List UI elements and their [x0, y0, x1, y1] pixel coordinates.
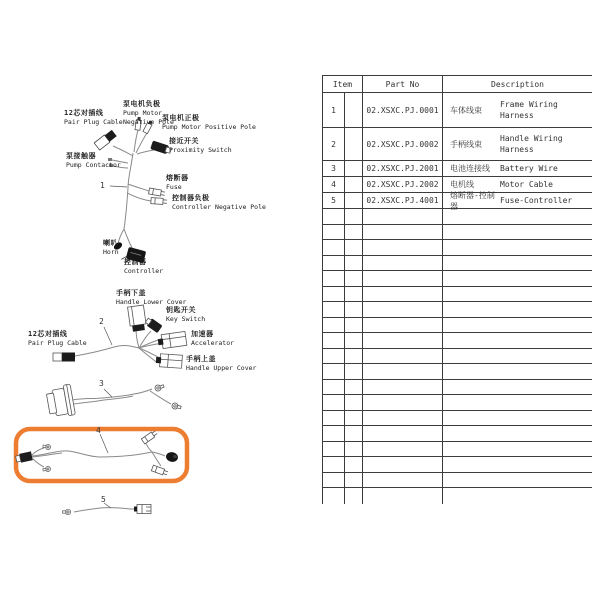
cell-description	[443, 302, 592, 317]
cell-part-no: 02.XSXC.PJ.0001	[363, 93, 443, 127]
cell-description	[443, 364, 592, 379]
cell-part-no	[363, 457, 443, 472]
cell-item-gap	[345, 271, 363, 286]
cell-item-gap	[345, 442, 363, 457]
cell-description	[443, 380, 592, 395]
cell-description	[443, 442, 592, 457]
cell-item	[323, 240, 345, 255]
label-accelerator: 加速器 Accelerator	[191, 330, 235, 347]
cell-item: 5	[323, 193, 345, 208]
cell-item-gap	[345, 364, 363, 379]
description-cn: 熔断器-控制器	[450, 190, 495, 211]
table-row-empty	[323, 488, 592, 504]
table-row-empty	[323, 411, 592, 427]
cell-item	[323, 473, 345, 488]
cell-part-no	[363, 473, 443, 488]
table-row-empty	[323, 256, 592, 272]
cell-item: 4	[323, 177, 345, 192]
cell-item: 1	[323, 93, 345, 127]
cell-item-gap	[345, 287, 363, 302]
cell-item: 3	[323, 161, 345, 176]
cell-item	[323, 302, 345, 317]
label-fuse: 熔断器 Fuse	[166, 174, 189, 191]
cell-item	[323, 333, 345, 348]
cell-description	[443, 426, 592, 441]
table-row-empty	[323, 318, 592, 334]
cell-item-gap	[345, 193, 363, 208]
cell-description	[443, 93, 592, 127]
cell-item-gap	[345, 411, 363, 426]
cell-item	[323, 287, 345, 302]
cell-part-no	[363, 395, 443, 410]
description-cn: 电池连接线	[450, 164, 490, 173]
cell-item	[323, 488, 345, 504]
table-row-empty	[323, 473, 592, 489]
cell-part-no	[363, 256, 443, 271]
table-row-empty	[323, 240, 592, 256]
cell-description	[443, 488, 592, 504]
description-cn: 手柄线束	[450, 139, 482, 149]
cell-item	[323, 395, 345, 410]
cell-item-gap	[345, 349, 363, 364]
cell-item-gap	[345, 177, 363, 192]
cell-description	[443, 333, 592, 348]
cell-item-gap	[345, 209, 363, 224]
cell-part-no	[363, 333, 443, 348]
cell-description	[443, 318, 592, 333]
table-row-empty	[323, 442, 592, 458]
label-pump-contactor: 泵接触器 Pump Contactor	[66, 152, 121, 169]
label-pair-plug-cable-2: 12芯对插线 Pair Plug Cable	[28, 330, 87, 347]
cell-description	[443, 395, 592, 410]
table-row-empty	[323, 395, 592, 411]
cell-description	[443, 225, 592, 240]
table-row-empty	[323, 426, 592, 442]
cell-item	[323, 318, 345, 333]
cell-item-gap	[345, 225, 363, 240]
description-en: Battery Wire	[500, 164, 558, 173]
cell-description	[443, 287, 592, 302]
cell-part-no: 02.XSXC.PJ.0002	[363, 128, 443, 160]
table-row-empty	[323, 333, 592, 349]
cell-part-no	[363, 349, 443, 364]
table-row	[323, 161, 592, 177]
col-header-item: Item	[323, 76, 363, 92]
cell-item-gap	[345, 256, 363, 271]
cell-part-no	[363, 411, 443, 426]
label-proximity-switch: 接近开关 Proximity Switch	[169, 137, 232, 154]
description-cn: 电机线	[450, 180, 474, 189]
cell-item-gap	[345, 488, 363, 504]
cell-description	[443, 161, 592, 176]
table-body	[323, 93, 592, 504]
cell-item-gap	[345, 395, 363, 410]
item-number-5: 5	[101, 495, 106, 504]
description-en: Fuse-Controller	[500, 196, 573, 205]
label-pump-motor-negative: 泵电机负极 Pump Motor Negative Pole	[123, 100, 174, 126]
table-row-empty	[323, 225, 592, 241]
cell-item	[323, 209, 345, 224]
cell-item-gap	[345, 302, 363, 317]
cell-part-no	[363, 318, 443, 333]
description-en: Motor Cable	[500, 180, 553, 189]
cell-item	[323, 225, 345, 240]
cell-description	[443, 411, 592, 426]
cell-item: 2	[323, 128, 345, 160]
harness-3-drawing	[45, 383, 181, 419]
cell-part-no	[363, 442, 443, 457]
col-header-part-no: Part No	[363, 76, 443, 92]
cell-description	[443, 473, 592, 488]
cell-part-no: 02.XSXC.PJ.4001	[363, 193, 443, 208]
cell-part-no	[363, 488, 443, 504]
label-horn: 喇叭 Horn	[103, 239, 119, 256]
cell-item-gap	[345, 457, 363, 472]
cell-part-no	[363, 240, 443, 255]
cell-part-no	[363, 225, 443, 240]
table-header-row	[323, 75, 592, 93]
table-row-empty	[323, 349, 592, 365]
cell-part-no	[363, 271, 443, 286]
cell-description	[443, 256, 592, 271]
cell-part-no: 02.XSXC.PJ.2001	[363, 161, 443, 176]
cell-description	[443, 271, 592, 286]
table-row-empty	[323, 380, 592, 396]
cell-item	[323, 426, 345, 441]
cell-description	[443, 209, 592, 224]
parts-table	[322, 75, 592, 504]
label-key-switch: 钥匙开关 Key Switch	[166, 306, 206, 323]
table-row	[323, 93, 592, 128]
cell-part-no: 02.XSXC.PJ.2002	[363, 177, 443, 192]
item-number-2: 2	[99, 317, 104, 326]
table-row-empty	[323, 302, 592, 318]
label-controller: 控制器 Controller	[124, 258, 164, 275]
cell-item-gap	[345, 473, 363, 488]
cell-item-gap	[345, 240, 363, 255]
cell-item-gap	[345, 161, 363, 176]
label-pump-motor-positive: 泵电机正极 Pump Motor Positive Pole	[162, 114, 256, 131]
cell-description	[443, 128, 592, 160]
cell-part-no	[363, 380, 443, 395]
harness-5-drawing	[63, 503, 151, 515]
cell-description	[443, 349, 592, 364]
cell-item-gap	[345, 426, 363, 441]
table-row-empty	[323, 287, 592, 303]
table-row	[323, 190, 592, 211]
cell-item	[323, 349, 345, 364]
cell-item	[323, 256, 345, 271]
cell-item	[323, 442, 345, 457]
cell-description	[443, 240, 592, 255]
cell-item	[323, 411, 345, 426]
table-row-empty	[323, 364, 592, 380]
cell-item	[323, 364, 345, 379]
cell-item-gap	[345, 128, 363, 160]
table-row-empty	[323, 271, 592, 287]
harness-4-drawing	[15, 426, 187, 481]
item-number-3: 3	[99, 379, 104, 388]
cell-item	[323, 380, 345, 395]
description-cn: 车体线束	[450, 105, 482, 115]
label-handle-lower-cover: 手柄下盖 Handle Lower Cover	[116, 289, 187, 306]
item-number-1: 1	[100, 181, 105, 190]
label-controller-negative: 控制器负极 Controller Negative Pole	[172, 194, 266, 211]
item-number-4: 4	[96, 426, 101, 435]
cell-part-no	[363, 426, 443, 441]
description-en: Frame Wiring Harness	[500, 100, 558, 120]
cell-item-gap	[345, 333, 363, 348]
cell-item-gap	[345, 318, 363, 333]
cell-description	[443, 457, 592, 472]
cell-part-no	[363, 287, 443, 302]
col-header-description: Description	[491, 79, 544, 89]
table-row-empty	[323, 209, 592, 225]
cell-description	[443, 190, 592, 211]
cell-item	[323, 457, 345, 472]
cell-item-gap	[345, 380, 363, 395]
label-pair-plug-cable-1: 12芯对插线 Pair Plug Cable	[64, 109, 123, 126]
cell-part-no	[363, 209, 443, 224]
cell-item	[323, 271, 345, 286]
table-row	[323, 128, 592, 161]
cell-item-gap	[345, 93, 363, 127]
cell-part-no	[363, 364, 443, 379]
cell-part-no	[363, 302, 443, 317]
description-en: Handle Wiring Harness	[500, 134, 563, 154]
table-row-empty	[323, 457, 592, 473]
label-handle-upper-cover: 手柄上盖 Handle Upper Cover	[186, 355, 257, 372]
